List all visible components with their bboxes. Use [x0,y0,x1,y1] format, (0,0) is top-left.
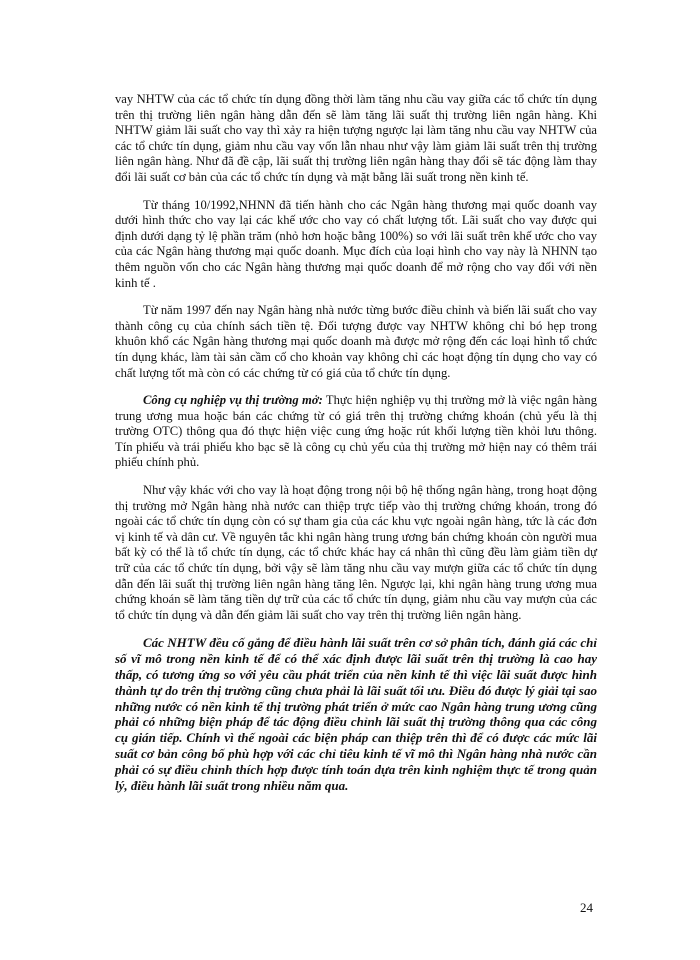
paragraph-5: Như vậy khác với cho vay là hoạt động trong nội bộ hệ thống ngân hàng, trong hoạt động thị trường mở Ngân hàng nhà nước can thiệp trực tiếp vào thị trường chứng khoán, trong đó ngoài các tổ chức tín dụng còn có sự tham gia của các khu vực ngoài ngân hàng, tức là các đơn vị kinh tế và dân cư. Về nguyên tắc khi ngân hàng trung ương bán chứng khoán còn người mua bất kỳ có thể là tổ chức tín dụng, các tổ chức khác hay cá nhân thì cũng đều làm giảm tiền dự trữ của các tổ chức tín dụng, bởi vậy sẽ làm tăng nhu cầu vay mượn giữa các tổ chức tín dụng dẫn đến lãi suất thị trường liên ngân hàng tăng lên. Ngược lại, khi ngân hàng trung ương mua chứng khoán sẽ làm tăng tiền dự trữ của các tổ chức tín dụng, giảm nhu cầu vay mượn của các tổ chức tín dụng và dẫn đến giảm lãi suất cho vay trên thị trường liên ngân hàng. [115,483,597,622]
paragraph-6-conclusion: Các NHTW đều cố gắng để điều hành lãi suất trên cơ sở phân tích, đánh giá các chỉ số vĩ mô trong nền kinh tế để có thể xác định được lãi suất trên thị trường là cao hay thấp, có tương ứng so với yêu cầu phát triển của nền kinh tế thì việc lãi suất được hình thành tự do trên thị trường cũng chưa phải là lãi suất tối ưu. Điều đó được lý giải tại sao những nước có nền kinh tế thị trường phát triển ở mức cao Ngân hàng trung ương cũng phải có những biện pháp để tác động điều chỉnh lãi suất thị trường thông qua các công cụ gián tiếp. Chính vì thế ngoài các biện pháp can thiệp trên thì để có được các mức lãi suất cơ bản công bố phù hợp với các chỉ tiêu kinh tế vĩ mô thì Ngân hàng nhà nước cần phải có sự điều chỉnh thích hợp được tính toán dựa trên kinh nghiệm thực tế trong quản lý, điều hành lãi suất trong nhiều năm qua. [115,635,597,793]
page-number: 24 [580,900,593,915]
paragraph-2: Từ tháng 10/1992,NHNN đã tiến hành cho các Ngân hàng thương mại quốc doanh vay dưới hình thức cho vay lại các khế ước cho vay có chất lượng tốt. Lãi suất cho vay được qui định dưới dạng tỷ lệ phần trăm (nhỏ hơn hoặc bằng 100%) so với lãi suất trên khế ước cho vay của các Ngân hàng thương mại quốc doanh. Mục đích của loại hình cho vay này là NHNN tạo thêm nguồn vốn cho các Ngân hàng thương mại quốc doanh để mở rộng cho vay đối với nền kinh tế . [115,197,597,290]
section-heading-open-market: Công cụ nghiệp vụ thị trường mở: [143,393,323,408]
paragraph-4 [115,393,597,471]
paragraph-1: vay NHTW của các tổ chức tín dụng đồng thời làm tăng nhu cầu vay giữa các tổ chức tín dụng trên thị trường liên ngân hàng dẫn đến sẽ làm tăng lãi suất thị trường liên ngân hàng. Khi NHTW giảm lãi suất cho vay thì xảy ra hiện tượng ngược lại làm tăng nhu cầu vay NHTW của các tổ chức tín dụng, giảm nhu cầu vay vốn lẫn nhau như vậy làm giảm lãi suất trên thị trường liên ngân hàng. Như đã đề cập, lãi suất thị trường liên ngân hàng thay đổi sẽ tác động làm thay đổi lãi suất cơ bản của các tổ chức tín dụng và mặt bằng lãi suất trong nền kinh tế. [115,92,597,184]
paragraph-3: Từ năm 1997 đến nay Ngân hàng nhà nước từng bước điều chỉnh và biến lãi suất cho vay thành công cụ của chính sách tiền tệ. Đối tượng được vay NHTW không chỉ bó hẹp trong khuôn khổ các Ngân hàng thương mại quốc doanh mà được mở rộng đến các loại hình tổ chức tín dụng khác, làm tài sản cầm cố cho khoản vay không chỉ các hoạt động tín dụng cho vay có chất lượng tốt mà còn có các chứng từ có giá của tổ chức tín dụng. [115,303,597,380]
paragraph-4-body: Thực hiện nghiệp vụ thị trường mở là việc ngân hàng trung ương mua hoặc bán các chứng từ có giá trên thị trường chứng khoán (chủ yếu là thị trường OTC) thông qua đó thực hiện việc cung ứng hoặc rút khối lượng tiền khỏi lưu thông. Tín phiếu và trái phiếu kho bạc sẽ là công cụ chủ yếu của thị trường mở hiện nay có thêm trái phiếu chính phủ. [115,393,597,470]
document-page [115,92,597,805]
